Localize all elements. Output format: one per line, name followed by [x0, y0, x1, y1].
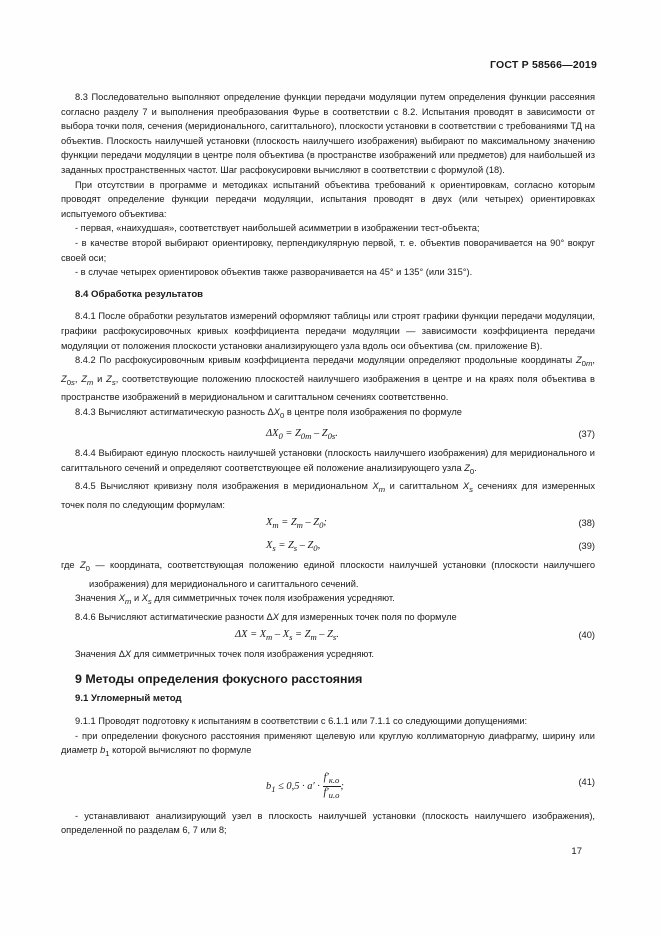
- list-item-third: - в случае четырех ориентировок объектив также разворачивается на 45° и 135° (или 315°).: [75, 267, 473, 278]
- formula-41-expression: $b_1 \le 0,5 \cdot a'$ · $\frac{f'_{к.о}}{f'_{и.о}}$ ;: [266, 771, 344, 800]
- list-item-analyzer: - устанавливают анализирующий узел в плоскость наилучшей установки (плоскость наилучшего изображения), определенной по разделам 6, 7 или 8;: [61, 810, 595, 836]
- formula-37-number: (37): [578, 429, 595, 440]
- list-item-first: - первая, «наихудшая», соответствует наибольшей асимметрии в изображении тест-объекта;: [75, 223, 480, 234]
- formula-38: [61, 512, 595, 535]
- paragraph-8-4-3: 8.4.3 Вычисляют астигматическую разность $\Delta X_0$ в центре поля изображения по формуле: [75, 406, 462, 420]
- formula-40-expression: $\Delta X = X_m - X_s = Z_m - Z_s$.: [235, 629, 339, 643]
- heading-8-4: 8.4 Обработка результатов: [75, 288, 204, 300]
- paragraph-8-3: 8.3 Последовательно выполняют определение функции передачи модуляции путем определения функции рассеяния согласно разделу 7 и выполнения преобразования Фурье в соответствии с 8.2. Испытания проводят в зависимости от выбора точки поля, сечения (меридионального, сагиттального), плоскости установки в соответствии с требованиями ТД на объектив. Плоскость наилучшей установки (плоскость наилучшего изображения) выбирают по максимальному значению функции передачи модуляции в центре поля объектива (в пространстве изображений или предметов) для наибольшей из заданных пространственных частот. Шаг расфокусировки вычисляют в соответствии с формулой (18).: [61, 92, 595, 175]
- averaging-note-1: Значения $X_m$ и $X_s$ для симметричных точек поля изображения усредняют.: [75, 593, 395, 607]
- formula-38-number: (38): [578, 518, 595, 529]
- standard-code: ГОСТ Р 58566—2019: [489, 59, 597, 71]
- paragraph-8-4-6: 8.4.6 Вычисляют астигматические разности ΔX для измеренных точек поля по формуле: [75, 611, 457, 622]
- formula-39-number: (39): [578, 541, 595, 552]
- list-item-second: - в качестве второй выбирают ориентировку, перпендикулярную первой, т. е. объектив поворачивается на 90° вокруг своей оси;: [61, 237, 595, 263]
- where-clause: где $Z_0$ — координата, соответствующая положению единой плоскости наилучшей установки (плоскости наилучшего изображения) для меридионального и сагиттального сечений.: [61, 560, 595, 589]
- paragraph-8-4-2: 8.4.2 По расфокусировочным кривым коэффициента передачи модуляции определяют продольные координаты $Z_{0m}$, $Z_{0s}$, $Z_m$ и $Z_s$, соответствующие положению плоскостей наилучшего изображения в центре и на краях поля объектива в пространстве изображений в меридиональном и сагиттальном сечениях соответственно.: [61, 355, 595, 402]
- formula-37: [61, 423, 595, 446]
- paragraph-9-1-1: 9.1.1 Проводят подготовку к испытаниям в соответствии с 6.1.1 или 7.1.1 со следующими допущениями:: [75, 716, 528, 727]
- list-item-diaphragm: - при определении фокусного расстояния применяют щелевую или круглую коллиматорную диафрагму, ширину или диаметр $b_1$ которой вычисляют по формуле: [61, 730, 595, 759]
- formula-40-number: (40): [578, 630, 595, 641]
- formula-39: [61, 535, 595, 558]
- formula-38-expression: $X_m = Z_m - Z_0$;: [266, 517, 327, 531]
- paragraph-8-4-4: 8.4.4 Выбирают единую плоскость наилучшей установки (плоскость наилучшего изображения) для меридионального и сагиттального сечений и определяют соответствующее ей положение анализирующего узла $Z_0$.: [61, 448, 595, 476]
- paragraph-8-4-5: 8.4.5 Вычисляют кривизну поля изображения в меридиональном $X_m$ и сагиттальном $X_s$ сечениях для измеренных точек поля по следующим формулам:: [61, 481, 596, 510]
- heading-9-1: 9.1 Угломерный метод: [75, 693, 182, 705]
- formula-41-fraction: $\frac{f'_{к.о}}{f'_{и.о}}$: [323, 771, 340, 800]
- formula-41: [61, 762, 595, 802]
- formula-37-expression: $\Delta X_0 = Z_{0m} - Z_{0s}$.: [266, 428, 338, 442]
- averaging-note-2: Значения ΔX для симметричных точек поля изображения усредняют.: [75, 649, 375, 660]
- heading-9: 9 Методы определения фокусного расстояния: [75, 671, 363, 686]
- page-body: [61, 90, 595, 838]
- page-number: 17: [571, 846, 582, 857]
- paragraph-8-4-1: 8.4.1 После обработки результатов измерений оформляют таблицы или строят графики функции передачи модуляции, графики расфокусировочных кривых коэффициента передачи модуляции — зависимости коэффициента передачи модуляции от положения плоскости установки анализирующего узла вдоль оси объектива (см. приложение В).: [61, 311, 595, 351]
- paragraph-orientations: При отсутствии в программе и методиках испытаний объектива требований к ориентировкам, согласно которым проводят определение функции передачи модуляции, испытания проводят в двух (или четырех) ориентировках испытуемого объектива:: [61, 179, 595, 219]
- formula-41-number: (41): [578, 776, 595, 787]
- formula-40: [61, 624, 595, 647]
- formula-39-expression: $X_s = Z_s - Z_0$,: [266, 540, 321, 554]
